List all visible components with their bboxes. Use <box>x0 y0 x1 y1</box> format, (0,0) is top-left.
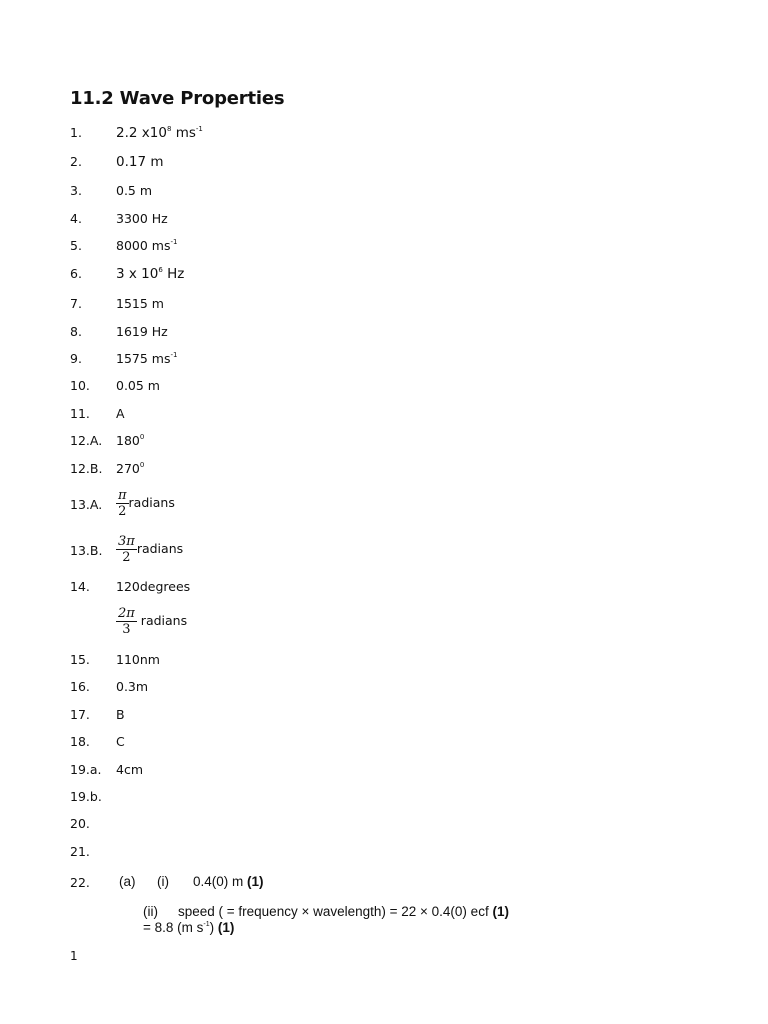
question-number: 2. <box>70 154 82 169</box>
answer-text: 0.3m <box>116 679 149 694</box>
answer-text: 3300 Hz <box>116 211 168 226</box>
question-number: 9. <box>70 351 82 366</box>
question-number: 17. <box>70 707 90 722</box>
question-number: 20. <box>70 816 90 831</box>
answer-text: 120degrees <box>116 579 191 594</box>
q22-answer-ii-result: = 8.8 (m $s^{-1}$) (1) <box>143 920 235 935</box>
answer-text: 1619 Hz <box>116 324 168 339</box>
question-number: 19.b. <box>70 789 102 804</box>
question-number: 18. <box>70 734 90 749</box>
question-number: 8. <box>70 324 82 339</box>
answer-text: A <box>116 406 125 421</box>
question-number: 7. <box>70 296 82 311</box>
question-number: 19.a. <box>70 762 102 777</box>
answer-text: 110nm <box>116 652 160 667</box>
answer-text: B <box>116 707 125 722</box>
answer-text: 0.05 m <box>116 378 160 393</box>
question-number: 10. <box>70 378 90 393</box>
q22-part-i-label: (i) <box>157 874 169 889</box>
fraction: $\frac{2\pi}{3}$ <box>118 606 135 637</box>
answer-text: $\frac{3\pi}{2}$ radians <box>118 534 184 565</box>
q22-answer-ii: speed ( = frequency × wavelength) = 22 × 0.4(0) ecf (1) <box>178 904 509 919</box>
answer-text: 0.5 m <box>116 183 153 198</box>
answer-text: $270^0$ <box>116 461 145 476</box>
page-title: 11.2 Wave Properties <box>70 88 285 109</box>
question-number: 22. <box>70 875 90 890</box>
q22-part-a-label: (a) <box>119 874 136 889</box>
question-number: 15. <box>70 652 90 667</box>
answer-text: 4cm <box>116 762 144 777</box>
question-number: 5. <box>70 238 82 253</box>
question-number: 1. <box>70 125 82 140</box>
answer-text: 0.17 m <box>116 154 164 170</box>
question-number: 11. <box>70 406 90 421</box>
question-number: 4. <box>70 211 82 226</box>
question-number: 12.B. <box>70 461 103 476</box>
question-number: 14. <box>70 579 90 594</box>
question-number: 12.A. <box>70 433 103 448</box>
answer-text: $180^0$ <box>116 433 145 448</box>
answer-text: 2.2 $x10^8$ $ms^{-1}$ <box>116 125 203 141</box>
fraction: $\frac{3\pi}{2}$ <box>118 534 135 565</box>
fraction: $\frac{\pi}{2}$ <box>118 488 127 519</box>
q22-answer-i: 0.4(0) m (1) <box>193 874 264 889</box>
answer-text: 8000 $ms^{-1}$ <box>116 238 178 253</box>
answer-text: C <box>116 734 125 749</box>
question-number: 13.A. <box>70 497 103 512</box>
question-number: 6. <box>70 266 82 281</box>
question-number: 21. <box>70 844 90 859</box>
question-number: 13.B. <box>70 543 103 558</box>
answer-text: 3 x $10^6$ Hz <box>116 266 185 282</box>
question-number: 3. <box>70 183 82 198</box>
answer-text: $\frac{\pi}{2}$ radians <box>118 488 175 519</box>
answer-text: 1515 m <box>116 296 164 311</box>
question-number: 16. <box>70 679 90 694</box>
answer-text: 1575 $ms^{-1}$ <box>116 351 178 366</box>
page-number: 1 <box>70 949 78 963</box>
answer-text: $\frac{2\pi}{3}$ radians <box>118 606 188 637</box>
q22-part-ii-label: (ii) <box>143 904 158 919</box>
